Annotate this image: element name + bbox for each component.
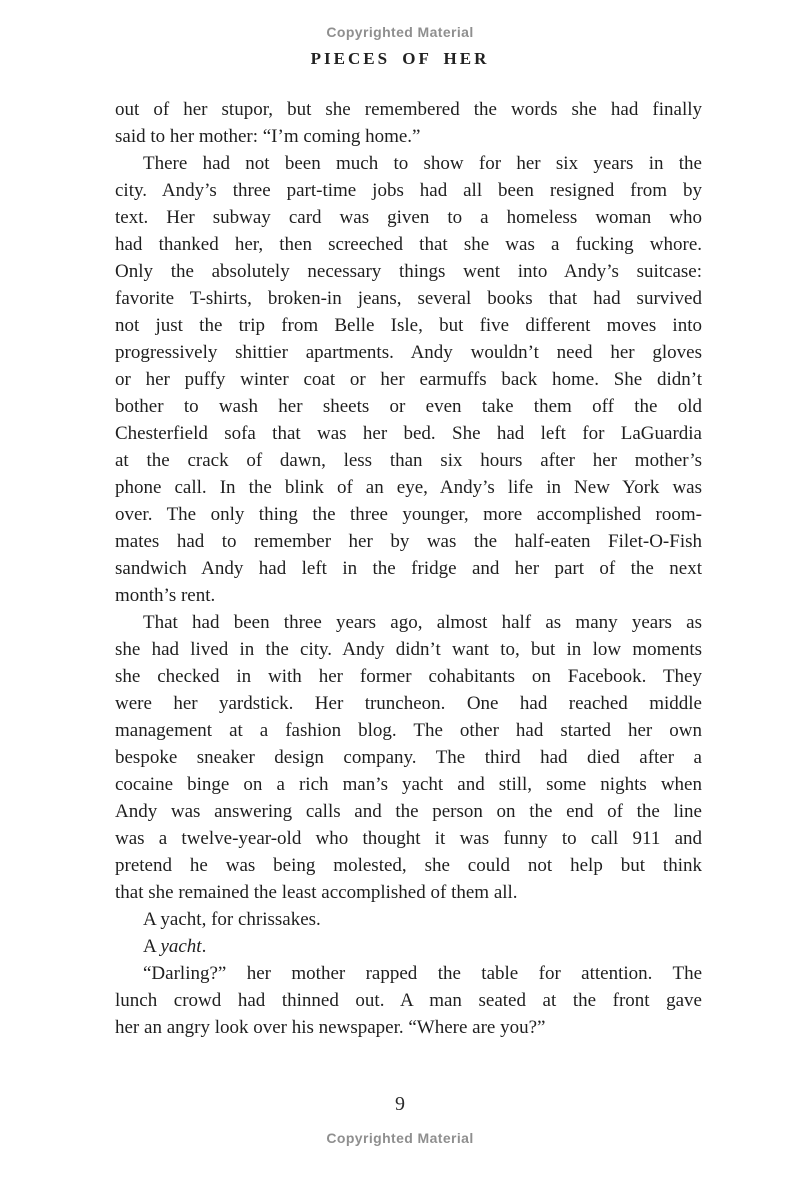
text-line: lunch crowd had thinned out. A man seated at the front gave xyxy=(115,990,702,1011)
paragraph xyxy=(115,96,702,150)
text-line: was a twelve-year-old who thought it was funny to call 911 and xyxy=(115,828,702,849)
text-line: she had lived in the city. Andy didn’t want to, but in low moments xyxy=(115,639,702,660)
paragraph xyxy=(115,906,702,933)
text-line: said to her mother: “I’m coming home.” xyxy=(115,126,421,147)
text-line: There had not been much to show for her six years in the xyxy=(143,153,702,174)
text-line: That had been three years ago, almost half as many years as xyxy=(143,612,702,633)
italic-text: yacht xyxy=(160,936,202,957)
text-line: phone call. In the blink of an eye, Andy’s life in New York was xyxy=(115,477,702,498)
text-line: cocaine binge on a rich man’s yacht and still, some nights when xyxy=(115,774,702,795)
body-text xyxy=(115,96,702,1041)
text-segment: A xyxy=(143,936,161,957)
paragraph xyxy=(115,933,702,960)
text-line: A yacht, for chrissakes. xyxy=(143,909,321,930)
text-line: her an angry look over his newspaper. “Where are you?” xyxy=(115,1017,546,1038)
text-line: out of her stupor, but she remembered the words she had finally xyxy=(115,99,702,120)
text-line: city. Andy’s three part-time jobs had all been resigned from by xyxy=(115,180,702,201)
text-line: over. The only thing the three younger, more accomplished room- xyxy=(115,504,702,525)
text-line: pretend he was being molested, she could not help but think xyxy=(115,855,702,876)
top-copyright-notice: Copyrighted Material xyxy=(326,24,474,40)
bottom-copyright-notice: Copyrighted Material xyxy=(326,1130,474,1146)
text-line: bother to wash her sheets or even take them off the old xyxy=(115,396,702,417)
text-line: sandwich Andy had left in the fridge and her part of the next xyxy=(115,558,702,579)
text-line: Chesterfield sofa that was her bed. She had left for LaGuardia xyxy=(115,423,702,444)
text-line: at the crack of dawn, less than six hours after her mother’s xyxy=(115,450,702,471)
text-line: or her puffy winter coat or her earmuffs back home. She didn’t xyxy=(115,369,702,390)
paragraph xyxy=(115,150,702,609)
text-line: bespoke sneaker design company. The third had died after a xyxy=(115,747,702,768)
text-line: “Darling?” her mother rapped the table for attention. The xyxy=(143,963,702,984)
text-line: she checked in with her former cohabitants on Facebook. They xyxy=(115,666,702,687)
text-line xyxy=(115,933,702,960)
text-segment: . xyxy=(201,936,207,957)
text-line: mates had to remember her by was the half-eaten Filet-O-Fish xyxy=(115,531,702,552)
text-line: progressively shittier apartments. Andy wouldn’t need her gloves xyxy=(115,342,702,363)
text-line: had thanked her, then screeched that she was a fucking whore. xyxy=(115,234,702,255)
text-line: that she remained the least accomplished of them all. xyxy=(115,882,518,903)
text-line: month’s rent. xyxy=(115,585,216,606)
text-line: Andy was answering calls and the person on the end of the line xyxy=(115,801,702,822)
page-number: 9 xyxy=(395,1093,405,1115)
paragraph xyxy=(115,609,702,906)
running-header: PIECES OF HER xyxy=(310,49,490,68)
text-line: text. Her subway card was given to a homeless woman who xyxy=(115,207,702,228)
text-line: were her yardstick. Her truncheon. One had reached middle xyxy=(115,693,702,714)
paragraph xyxy=(115,960,702,1041)
text-line: Only the absolutely necessary things went into Andy’s suitcase: xyxy=(115,261,702,282)
text-line: favorite T-shirts, broken-in jeans, several books that had survived xyxy=(115,288,702,309)
text-line: management at a fashion blog. The other had started her own xyxy=(115,720,702,741)
text-line: not just the trip from Belle Isle, but five different moves into xyxy=(115,315,702,336)
